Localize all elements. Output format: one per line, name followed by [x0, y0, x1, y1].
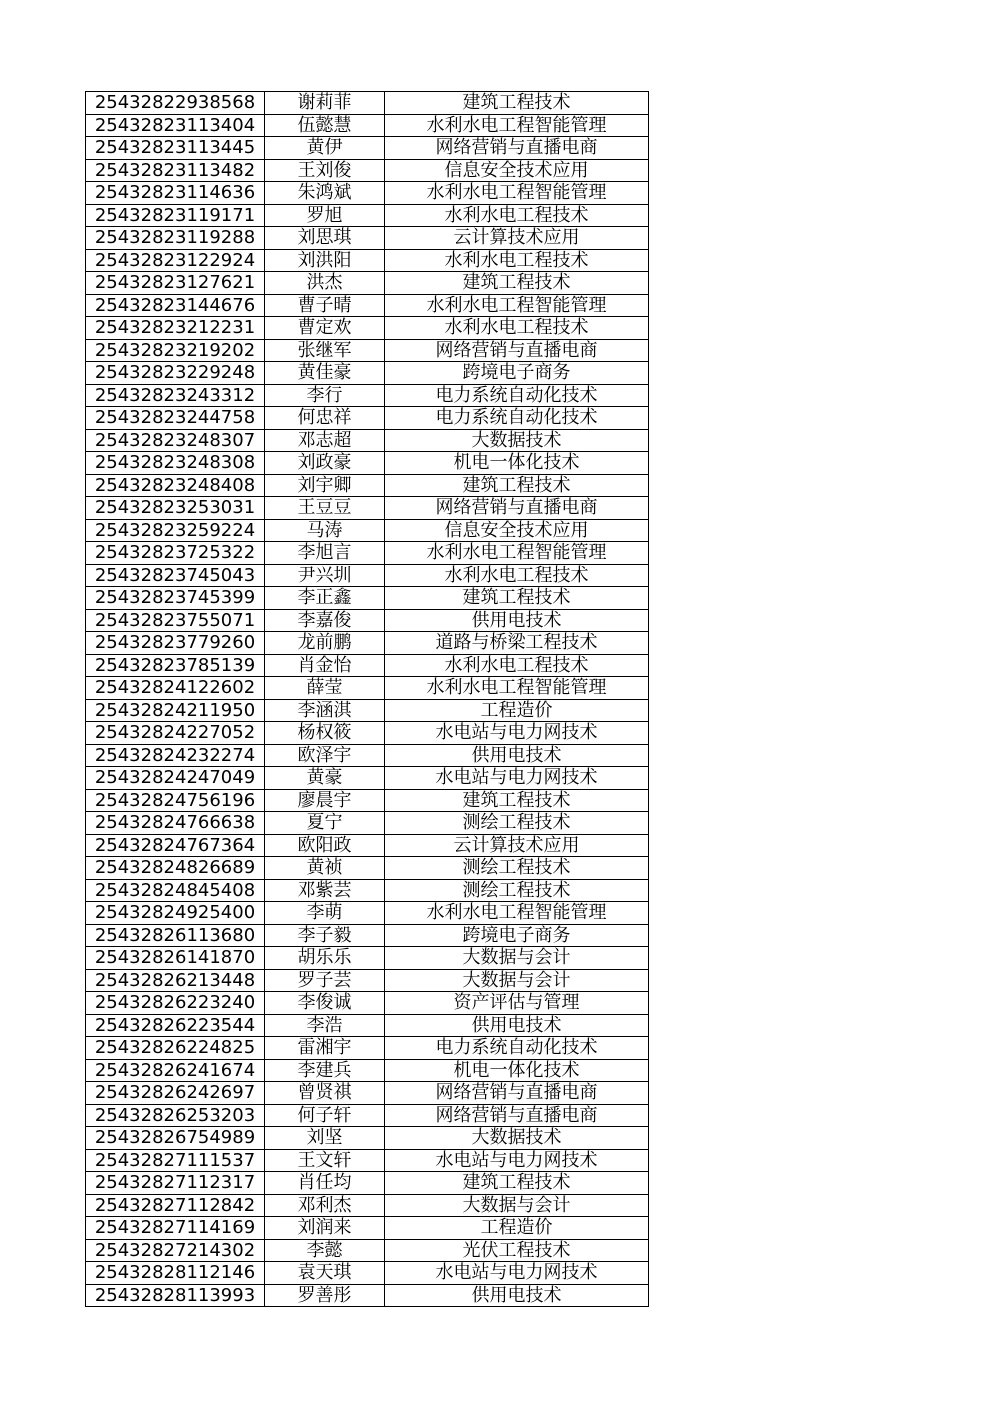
name-cell: 朱鸿斌 — [265, 182, 385, 205]
major-cell: 水利水电工程智能管理 — [385, 114, 649, 137]
table-row — [86, 1284, 649, 1307]
table-row — [86, 1014, 649, 1037]
name-cell: 何忠祥 — [265, 407, 385, 430]
id-cell: 25432826213448 — [86, 969, 265, 992]
table-row — [86, 1194, 649, 1217]
id-cell: 25432828113993 — [86, 1284, 265, 1307]
major-cell: 供用电技术 — [385, 744, 649, 767]
name-cell: 李正鑫 — [265, 587, 385, 610]
table-row — [86, 317, 649, 340]
id-cell: 25432823113482 — [86, 159, 265, 182]
table-row — [86, 1104, 649, 1127]
id-cell: 25432824845408 — [86, 879, 265, 902]
table-row — [86, 609, 649, 632]
id-cell: 25432823119171 — [86, 204, 265, 227]
name-cell: 谢莉菲 — [265, 92, 385, 115]
major-cell: 建筑工程技术 — [385, 789, 649, 812]
major-cell: 道路与桥梁工程技术 — [385, 632, 649, 655]
name-cell: 李嘉俊 — [265, 609, 385, 632]
major-cell: 光伏工程技术 — [385, 1239, 649, 1262]
major-cell: 云计算技术应用 — [385, 227, 649, 250]
table-row — [86, 902, 649, 925]
id-cell: 25432823244758 — [86, 407, 265, 430]
id-cell: 25432823248408 — [86, 474, 265, 497]
id-cell: 25432823755071 — [86, 609, 265, 632]
id-cell: 25432826242697 — [86, 1082, 265, 1105]
name-cell: 欧阳政 — [265, 834, 385, 857]
name-cell: 肖任均 — [265, 1172, 385, 1195]
id-cell: 25432827114169 — [86, 1217, 265, 1240]
id-cell: 25432823219202 — [86, 339, 265, 362]
table-row — [86, 879, 649, 902]
name-cell: 曹子晴 — [265, 294, 385, 317]
id-cell: 25432822938568 — [86, 92, 265, 115]
table-row — [86, 1059, 649, 1082]
major-cell: 信息安全技术应用 — [385, 519, 649, 542]
name-cell: 李涵淇 — [265, 699, 385, 722]
id-cell: 25432823248307 — [86, 429, 265, 452]
id-cell: 25432823127621 — [86, 272, 265, 295]
major-cell: 建筑工程技术 — [385, 587, 649, 610]
name-cell: 刘宇卿 — [265, 474, 385, 497]
id-cell: 25432827112317 — [86, 1172, 265, 1195]
name-cell: 黄祯 — [265, 857, 385, 880]
major-cell: 网络营销与直播电商 — [385, 1082, 649, 1105]
name-cell: 洪杰 — [265, 272, 385, 295]
major-cell: 大数据技术 — [385, 429, 649, 452]
table-row — [86, 204, 649, 227]
table-row — [86, 744, 649, 767]
table-row — [86, 654, 649, 677]
table-row — [86, 1262, 649, 1285]
name-cell: 邓利杰 — [265, 1194, 385, 1217]
major-cell: 电力系统自动化技术 — [385, 1037, 649, 1060]
id-cell: 25432824122602 — [86, 677, 265, 700]
table-row — [86, 272, 649, 295]
name-cell: 刘润来 — [265, 1217, 385, 1240]
name-cell: 夏宁 — [265, 812, 385, 835]
id-cell: 25432823745399 — [86, 587, 265, 610]
id-cell: 25432823779260 — [86, 632, 265, 655]
name-cell: 刘政豪 — [265, 452, 385, 475]
name-cell: 王刘俊 — [265, 159, 385, 182]
table-row — [86, 632, 649, 655]
name-cell: 刘坚 — [265, 1127, 385, 1150]
major-cell: 工程造价 — [385, 1217, 649, 1240]
table-row — [86, 497, 649, 520]
table-row — [86, 564, 649, 587]
table-row — [86, 1082, 649, 1105]
major-cell: 工程造价 — [385, 699, 649, 722]
major-cell: 网络营销与直播电商 — [385, 137, 649, 160]
major-cell: 水利水电工程智能管理 — [385, 542, 649, 565]
table-row — [86, 227, 649, 250]
major-cell: 电力系统自动化技术 — [385, 384, 649, 407]
table-row — [86, 969, 649, 992]
table-row — [86, 452, 649, 475]
id-cell: 25432824767364 — [86, 834, 265, 857]
name-cell: 李行 — [265, 384, 385, 407]
table-row — [86, 857, 649, 880]
major-cell: 大数据技术 — [385, 1127, 649, 1150]
major-cell: 机电一体化技术 — [385, 452, 649, 475]
name-cell: 王文轩 — [265, 1149, 385, 1172]
id-cell: 25432826253203 — [86, 1104, 265, 1127]
table-row — [86, 587, 649, 610]
table-row — [86, 474, 649, 497]
major-cell: 水利水电工程技术 — [385, 317, 649, 340]
table-row — [86, 182, 649, 205]
table-row — [86, 294, 649, 317]
id-cell: 25432823259224 — [86, 519, 265, 542]
id-cell: 25432824211950 — [86, 699, 265, 722]
table-row — [86, 159, 649, 182]
table-row — [86, 812, 649, 835]
id-cell: 25432826113680 — [86, 924, 265, 947]
name-cell: 欧泽宇 — [265, 744, 385, 767]
table-row — [86, 1149, 649, 1172]
table-row — [86, 677, 649, 700]
id-cell: 25432824232274 — [86, 744, 265, 767]
table-row — [86, 992, 649, 1015]
name-cell: 李子毅 — [265, 924, 385, 947]
name-cell: 邓紫芸 — [265, 879, 385, 902]
student-table — [85, 91, 649, 1307]
major-cell: 跨境电子商务 — [385, 924, 649, 947]
name-cell: 曾贤祺 — [265, 1082, 385, 1105]
id-cell: 25432824227052 — [86, 722, 265, 745]
major-cell: 跨境电子商务 — [385, 362, 649, 385]
id-cell: 25432826223240 — [86, 992, 265, 1015]
major-cell: 网络营销与直播电商 — [385, 497, 649, 520]
name-cell: 薛莹 — [265, 677, 385, 700]
name-cell: 李浩 — [265, 1014, 385, 1037]
name-cell: 罗子芸 — [265, 969, 385, 992]
name-cell: 杨权筱 — [265, 722, 385, 745]
name-cell: 王豆豆 — [265, 497, 385, 520]
table-row — [86, 1239, 649, 1262]
major-cell: 大数据与会计 — [385, 1194, 649, 1217]
major-cell: 大数据与会计 — [385, 947, 649, 970]
name-cell: 肖金怡 — [265, 654, 385, 677]
id-cell: 25432826224825 — [86, 1037, 265, 1060]
id-cell: 25432823745043 — [86, 564, 265, 587]
major-cell: 水利水电工程智能管理 — [385, 182, 649, 205]
name-cell: 黄伊 — [265, 137, 385, 160]
major-cell: 建筑工程技术 — [385, 1172, 649, 1195]
table-row — [86, 429, 649, 452]
major-cell: 机电一体化技术 — [385, 1059, 649, 1082]
major-cell: 网络营销与直播电商 — [385, 339, 649, 362]
id-cell: 25432823725322 — [86, 542, 265, 565]
name-cell: 尹兴圳 — [265, 564, 385, 587]
major-cell: 测绘工程技术 — [385, 812, 649, 835]
name-cell: 龙前鹏 — [265, 632, 385, 655]
id-cell: 25432827111537 — [86, 1149, 265, 1172]
major-cell: 水利水电工程智能管理 — [385, 677, 649, 700]
name-cell: 刘思琪 — [265, 227, 385, 250]
id-cell: 25432827112842 — [86, 1194, 265, 1217]
major-cell: 水电站与电力网技术 — [385, 1262, 649, 1285]
name-cell: 黄佳豪 — [265, 362, 385, 385]
major-cell: 资产评估与管理 — [385, 992, 649, 1015]
id-cell: 25432826241674 — [86, 1059, 265, 1082]
name-cell: 李萌 — [265, 902, 385, 925]
table-row — [86, 137, 649, 160]
id-cell: 25432823113404 — [86, 114, 265, 137]
major-cell: 水利水电工程技术 — [385, 654, 649, 677]
name-cell: 李建兵 — [265, 1059, 385, 1082]
id-cell: 25432824247049 — [86, 767, 265, 790]
id-cell: 25432823119288 — [86, 227, 265, 250]
id-cell: 25432824766638 — [86, 812, 265, 835]
name-cell: 马涛 — [265, 519, 385, 542]
table-row — [86, 1037, 649, 1060]
table-row — [86, 384, 649, 407]
id-cell: 25432828112146 — [86, 1262, 265, 1285]
major-cell: 电力系统自动化技术 — [385, 407, 649, 430]
name-cell: 伍懿慧 — [265, 114, 385, 137]
major-cell: 水利水电工程技术 — [385, 204, 649, 227]
table-row — [86, 722, 649, 745]
major-cell: 水利水电工程技术 — [385, 249, 649, 272]
id-cell: 25432823212231 — [86, 317, 265, 340]
table-body — [86, 92, 649, 1307]
id-cell: 25432823229248 — [86, 362, 265, 385]
name-cell: 胡乐乐 — [265, 947, 385, 970]
id-cell: 25432823113445 — [86, 137, 265, 160]
table-row — [86, 789, 649, 812]
table-row — [86, 362, 649, 385]
name-cell: 袁天琪 — [265, 1262, 385, 1285]
name-cell: 李懿 — [265, 1239, 385, 1262]
name-cell: 何子轩 — [265, 1104, 385, 1127]
id-cell: 25432823114636 — [86, 182, 265, 205]
id-cell: 25432823248308 — [86, 452, 265, 475]
major-cell: 水利水电工程智能管理 — [385, 902, 649, 925]
id-cell: 25432824826689 — [86, 857, 265, 880]
table-row — [86, 1217, 649, 1240]
major-cell: 信息安全技术应用 — [385, 159, 649, 182]
major-cell: 大数据与会计 — [385, 969, 649, 992]
name-cell: 黄豪 — [265, 767, 385, 790]
table-row — [86, 249, 649, 272]
table-row — [86, 407, 649, 430]
major-cell: 测绘工程技术 — [385, 857, 649, 880]
major-cell: 水利水电工程技术 — [385, 564, 649, 587]
id-cell: 25432823122924 — [86, 249, 265, 272]
name-cell: 刘洪阳 — [265, 249, 385, 272]
table-row — [86, 767, 649, 790]
table-row — [86, 924, 649, 947]
id-cell: 25432827214302 — [86, 1239, 265, 1262]
major-cell: 供用电技术 — [385, 609, 649, 632]
name-cell: 邓志超 — [265, 429, 385, 452]
id-cell: 25432824925400 — [86, 902, 265, 925]
name-cell: 雷湘宇 — [265, 1037, 385, 1060]
major-cell: 测绘工程技术 — [385, 879, 649, 902]
table-row — [86, 519, 649, 542]
name-cell: 张继军 — [265, 339, 385, 362]
table-row — [86, 339, 649, 362]
name-cell: 罗旭 — [265, 204, 385, 227]
table-row — [86, 92, 649, 115]
major-cell: 网络营销与直播电商 — [385, 1104, 649, 1127]
table-row — [86, 699, 649, 722]
name-cell: 李旭言 — [265, 542, 385, 565]
name-cell: 曹定欢 — [265, 317, 385, 340]
major-cell: 建筑工程技术 — [385, 474, 649, 497]
major-cell: 供用电技术 — [385, 1014, 649, 1037]
table-row — [86, 947, 649, 970]
id-cell: 25432826754989 — [86, 1127, 265, 1150]
major-cell: 水电站与电力网技术 — [385, 722, 649, 745]
table-row — [86, 542, 649, 565]
table-row — [86, 114, 649, 137]
id-cell: 25432826223544 — [86, 1014, 265, 1037]
name-cell: 廖晨宇 — [265, 789, 385, 812]
name-cell: 罗善彤 — [265, 1284, 385, 1307]
id-cell: 25432824756196 — [86, 789, 265, 812]
id-cell: 25432826141870 — [86, 947, 265, 970]
id-cell: 25432823785139 — [86, 654, 265, 677]
major-cell: 水利水电工程智能管理 — [385, 294, 649, 317]
name-cell: 李俊诚 — [265, 992, 385, 1015]
id-cell: 25432823243312 — [86, 384, 265, 407]
major-cell: 建筑工程技术 — [385, 92, 649, 115]
major-cell: 水电站与电力网技术 — [385, 1149, 649, 1172]
table-row — [86, 834, 649, 857]
table-row — [86, 1172, 649, 1195]
id-cell: 25432823253031 — [86, 497, 265, 520]
table-row — [86, 1127, 649, 1150]
major-cell: 水电站与电力网技术 — [385, 767, 649, 790]
major-cell: 供用电技术 — [385, 1284, 649, 1307]
major-cell: 云计算技术应用 — [385, 834, 649, 857]
major-cell: 建筑工程技术 — [385, 272, 649, 295]
id-cell: 25432823144676 — [86, 294, 265, 317]
